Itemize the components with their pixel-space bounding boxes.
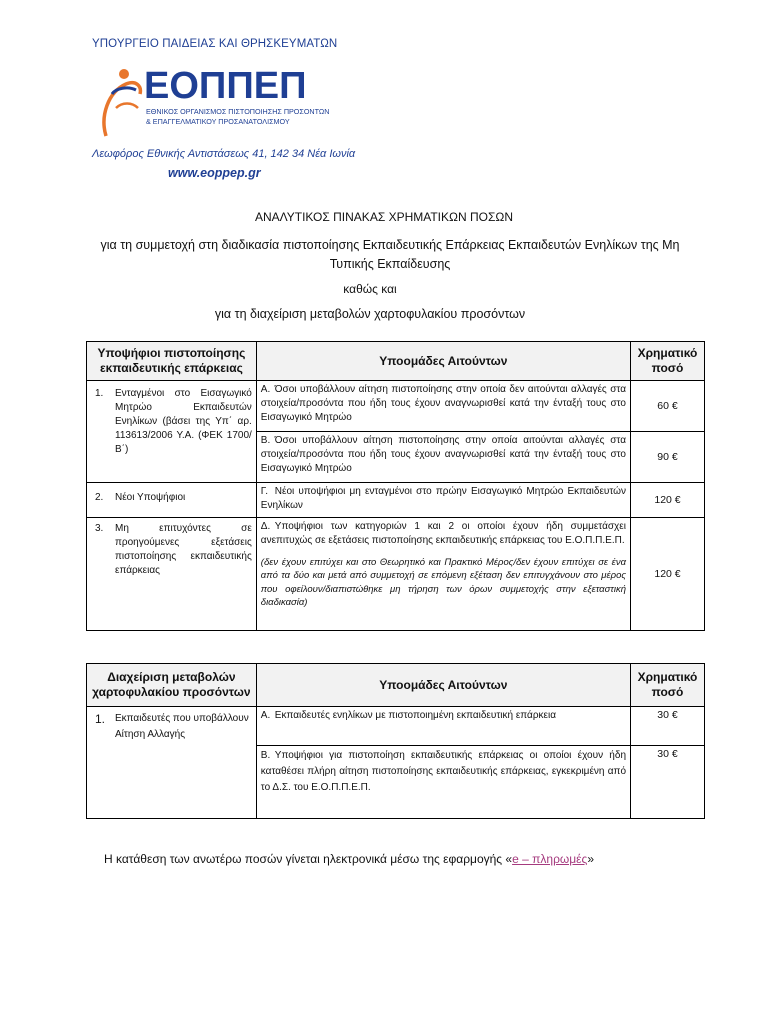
subtitle-line-4: για τη διαχείριση μεταβολών χαρτοφυλακίου προσόντων xyxy=(214,307,526,321)
subgroup-c xyxy=(256,483,630,518)
header-portfolio: Διαχείριση μεταβολών χαρτοφυλακίου προσόντων xyxy=(87,664,257,707)
subtitle-conjunction: καθώς και xyxy=(343,282,397,296)
subgroup-a xyxy=(256,381,630,432)
row-label: Α. xyxy=(260,384,271,395)
table-header-row xyxy=(87,342,705,381)
logo-wordmark: ΕΟΠΠΕΠ xyxy=(144,65,307,107)
header-amount: Χρηματικό ποσό xyxy=(631,664,705,707)
subgroup-b xyxy=(256,746,630,819)
category-number: 2. xyxy=(95,492,104,503)
table-row xyxy=(87,707,705,746)
category-3-cell xyxy=(87,518,257,631)
row-text: Εκπαιδευτές ενηλίκων με πιστοποιημένη εκπαιδευτική επάρκεια xyxy=(274,710,556,721)
portfolio-changes-table xyxy=(86,663,705,819)
subgroup-a xyxy=(256,707,630,746)
amount-cell: 90 € xyxy=(631,432,705,483)
amount-cell: 120 € xyxy=(631,483,705,518)
subgroup-b xyxy=(256,432,630,483)
payment-note-close: » xyxy=(587,852,594,866)
row-d-note: (δεν έχουν επιτύχει και στο Θεωρητικό και Πρακτικό Μέρος/δεν έχουν επιτύχει σε ένα από τα δύο και μετά από συμμετοχή σε επόμενη εξέταση δεν επιτυγχάνουν στο μέρος που οφείλουν/διαπιστώθηκε μη τήρηση των όρων συμμετοχής στην εξεταστική διαδικασία) xyxy=(260,557,626,608)
amount-cell: 30 € xyxy=(631,707,705,746)
category-number: 1. xyxy=(95,388,104,399)
category-label: Νέοι Υποψήφιοι xyxy=(115,492,186,503)
row-label: Δ. xyxy=(260,521,271,532)
logo-figure-head xyxy=(119,69,129,79)
logo-subtitle-1: ΕΘΝΙΚΟΣ ΟΡΓΑΝΙΣΜΟΣ ΠΙΣΤΟΠΟΙΗΣΗΣ ΠΡΟΣΟΝΤΩΝ xyxy=(146,107,330,116)
category-1-cell xyxy=(87,707,257,819)
payment-note xyxy=(104,852,594,866)
header-candidates: Υποψήφιοι πιστοποίησης εκπαιδευτικής επάρκειας xyxy=(87,342,257,381)
eoppep-logo xyxy=(96,58,336,146)
category-1-cell xyxy=(87,381,257,483)
table-row xyxy=(87,518,705,631)
row-text: Υποψήφιοι των κατηγοριών 1 και 2 οι οποίοι έχουν ήδη συμμετάσχει ανεπιτυχώς σε εξετάσεις πιστοποίησης εκπαιδευτικής επάρκειας του Ε.Ο.Π.Π.Ε.Π. xyxy=(260,521,626,546)
table-row xyxy=(87,483,705,518)
website: www.eoppep.gr xyxy=(168,166,261,180)
category-number: 1. xyxy=(95,712,106,726)
logo-subtitle-2: & ΕΠΑΓΓΕΛΜΑΤΙΚΟΥ ΠΡΟΣΑΝΑΤΟΛΙΣΜΟΥ xyxy=(146,117,290,126)
category-number: 3. xyxy=(95,523,104,534)
header-amount: Χρηματικό ποσό xyxy=(631,342,705,381)
table-row xyxy=(87,381,705,432)
amount-cell: 30 € xyxy=(631,746,705,819)
header-subgroups: Υποομάδες Αιτούντων xyxy=(256,664,630,707)
row-text: Υποψήφιοι για πιστοποίηση εκπαιδευτικής επάρκειας οι οποίοι έχουν ήδη καταθέσει πλήρη αίτηση πιστοποίησης εκπαιδευτικής επάρκειας, εγκεκριμένη από το Δ.Σ. του Ε.Ο.Π.Π.Ε.Π. xyxy=(260,750,626,793)
e-payments-link[interactable]: e – πληρωμές xyxy=(512,852,588,866)
certification-fees-table xyxy=(86,341,705,631)
category-2-cell xyxy=(87,483,257,518)
document-subtitle: για τη συμμετοχή στη διαδικασία πιστοποίησης Εκπαιδευτικής Επάρκειας Εκπαιδευτών Ενηλίκων της Μη Τυπικής Εκπαίδευσης xyxy=(100,238,680,271)
category-label: Εκπαιδευτές που υποβάλλουν Αίτηση Αλλαγής xyxy=(115,713,249,740)
row-label: Β. xyxy=(260,435,271,446)
category-label: Ενταγμένοι στο Εισαγωγικό Μητρώο Εκπαιδευτών Ενηλίκων (βάσει της Υπ΄ αρ. 113613/2006 Υ.Α. (ΦΕΚ 1700/Β΄) xyxy=(115,388,252,455)
table-header-row xyxy=(87,664,705,707)
row-label: Α. xyxy=(260,710,271,721)
document-title: ΑΝΑΛΥΤΙΚΟΣ ΠΙΝΑΚΑΣ ΧΡΗΜΑΤΙΚΩΝ ΠΟΣΩΝ xyxy=(254,210,514,224)
header-subgroups: Υποομάδες Αιτούντων xyxy=(256,342,630,381)
row-text: Όσοι υποβάλλουν αίτηση πιστοποίησης στην οποία δεν αιτούνται αλλαγές στα στοιχεία/προσόντα που ήδη τους έχουν αναγνωρισθεί κατά την ένταξή τους στο Εισαγωγικό Μητρώο xyxy=(260,384,626,423)
payment-note-text: Η κατάθεση των ανωτέρω ποσών γίνεται ηλεκτρονικά μέσω της εφαρμογής « xyxy=(104,852,513,866)
amount-cell: 60 € xyxy=(631,381,705,432)
row-label: Γ. xyxy=(260,486,268,497)
category-label: Μη επιτυχόντες σε προηγούμενες εξετάσεις πιστοποίησης εκπαιδευτικής επάρκειας xyxy=(115,523,252,576)
address: Λεωφόρος Εθνικής Αντιστάσεως 41, 142 34 Νέα Ιωνία xyxy=(92,148,356,160)
subgroup-d xyxy=(256,518,630,631)
logo-figure-arm2 xyxy=(116,104,138,109)
amount-cell: 120 € xyxy=(631,518,705,631)
ministry-name: ΥΠΟΥΡΓΕΙΟ ΠΑΙΔΕΙΑΣ ΚΑΙ ΘΡΗΣΚΕΥΜΑΤΩΝ xyxy=(92,38,338,50)
row-text: Νέοι υποψήφιοι μη ενταγμένοι στο πρώην Εισαγωγικό Μητρώο Εκπαιδευτών Ενηλίκων xyxy=(260,486,626,511)
row-label: Β. xyxy=(260,750,271,761)
row-text: Όσοι υποβάλλουν αίτηση πιστοποίησης στην οποία αιτούνται αλλαγές στα στοιχεία/προσόντα που ήδη τους έχουν αναγνωρισθεί κατά την ένταξή τους στο Εισαγωγικό Μητρώο xyxy=(260,435,626,474)
